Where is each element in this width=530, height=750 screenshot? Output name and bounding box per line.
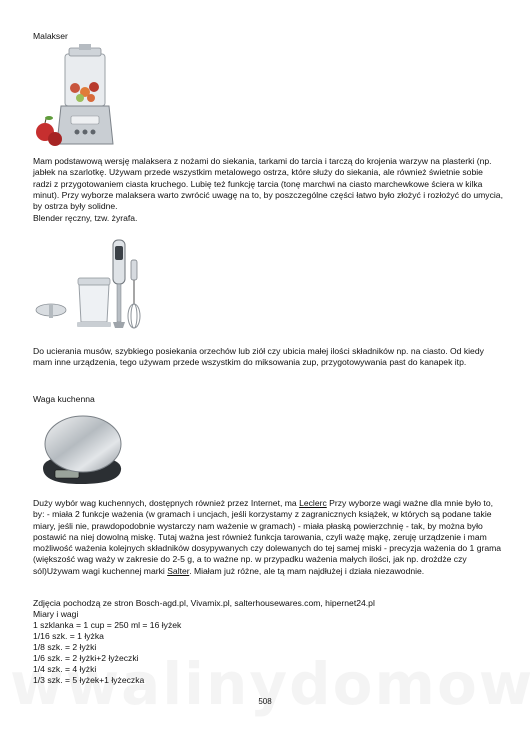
leclerc-link[interactable]: Leclerc <box>299 498 327 508</box>
blender-heading: Blender ręczny, tzw. żyrafa. <box>33 213 138 223</box>
waga-text-part1: Duży wybór wag kuchennych, dostępnych również przez Internet, ma <box>33 498 300 508</box>
waga-description <box>33 498 503 577</box>
measure-line-2: 1/16 szk. = 1 łyżka <box>33 631 104 641</box>
measures-heading: Miary i wagi <box>33 609 79 619</box>
measure-line-1: 1 szklanka = 1 cup = 250 ml = 16 łyżek <box>33 620 182 630</box>
measure-line-4: 1/6 szk. = 2 łyżki+2 łyżeczki <box>33 653 139 663</box>
hand-blender-set-image <box>33 236 148 331</box>
photo-credits: Zdjęcia pochodzą ze stron Bosch-agd.pl, Vivamix.pl, salterhousewares.com, hipernet24.pl <box>33 598 375 608</box>
kitchen-scale-image <box>33 410 128 492</box>
food-processor-image <box>33 44 128 152</box>
page-number: 508 <box>258 697 272 706</box>
malakser-description: Mam podstawową wersję malaksera z nożami do siekania, tarkami do tarcia i tarczą do krojenia warzyw na plasterki (np. jabłek na szarlotkę. Używam przede wszystkim metalowego ostrza, które służy do siekania, ale również świetnie sobie radzi z przygotowaniem ciasta kruchego. Lubię też funkcję tarcia (tonę marchwi na ciasto marchewkowe ściera w kilka minut). Przy wyborze malaksera warto zwrócić uwagę na to, by poszczególne części łatwo było złożyć i rozłożyć do umycia, by ostrza były solidne. <box>33 156 503 212</box>
measure-line-3: 1/8 szk. = 2 łyżki <box>33 642 97 652</box>
measure-line-5: 1/4 szk. = 4 łyżki <box>33 664 97 674</box>
waga-text-part2: Przy wyborze wagi ważne dla mnie było to, by: - miała 2 funkcje ważenia (w gramach i uncjach, jeśli korzystamy z zagranicznych książek, w których są podane takie miary, jeśli nie, prawdopodobnie wystarczy nam ważenie w gramach) - miała płaską powierzchnię - tak, by można było postawić na niej dowolną miskę. Tutaj ważna jest również funkcja tarowania, czyli ważę mąkę, zeruję urządzenie i mam możliwość ważenia kolejnych składników dosypywanych czy dolewanych do tej samej miski - precyzja ważenia do 1 grama (większość wag waży w zakresie do 2-5 g, a to ważne np. w przypadku ważenia małych ilości, jak np. drożdże czy sól)Używam wagi kuchennej marki <box>33 498 502 576</box>
heading-waga-kuchenna: Waga kuchenna <box>33 394 95 404</box>
measure-line-6: 1/3 szk. = 5 łyżek+1 łyżeczka <box>33 675 145 685</box>
heading-malakser: Malakser <box>33 31 68 41</box>
salter-link[interactable]: Salter <box>167 565 190 576</box>
waga-text-part3: . Miałam już różne, ale tą mam najdłużej i działa niezawodnie. <box>189 565 425 576</box>
blender-description: Do ucierania musów, szybkiego posiekania orzechów lub ziół czy ubicia małej ilości składników np. na ciasto. Od kiedy mam inne urządzenia, tego używam przede wszystkim do miksowania zup, przygotowywania past do kanapek itp. <box>33 346 484 368</box>
